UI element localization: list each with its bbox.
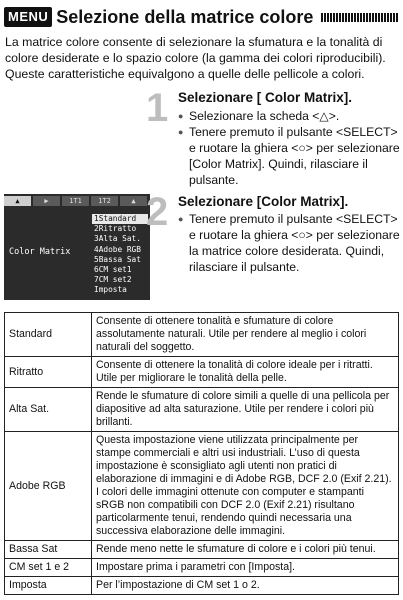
step-1-title: Selezionare [ Color Matrix]. [178, 90, 353, 105]
lcd-option-list [92, 214, 148, 296]
lcd-tab-custom: ▲ [120, 196, 147, 206]
table-key: Alta Sat. [5, 388, 92, 432]
camera-lcd-screen [4, 194, 150, 300]
lcd-option: 1Standard [92, 214, 148, 224]
intro-paragraph: La matrice colore consente di selezionare la sfumatura e la tonalità di colore desiderate e lo spazio colore (la gamma dei colori riproducibili). Queste caratteristiche equivalgono a quelle delle pellicole a colori. [5, 35, 386, 81]
color-matrix-table [4, 312, 399, 595]
table-value: Per l’impostazione di CM set 1 o 2. [92, 577, 399, 595]
table-row [5, 313, 399, 357]
table-key: CM set 1 e 2 [5, 559, 92, 577]
lcd-tab-shooting: ▲ [4, 196, 31, 206]
lcd-option: 4Adobe RGB [94, 244, 141, 254]
lcd-option: Imposta [94, 285, 127, 295]
lcd-option: 5Bassa Sat [94, 254, 141, 264]
lcd-tab-setup2: 1T2 [91, 196, 118, 206]
table-row [5, 559, 399, 577]
lcd-tab-setup1: 1T1 [62, 196, 89, 206]
step-2-number: 2 [146, 190, 169, 234]
header-rule [321, 13, 399, 22]
table-key: Bassa Sat [5, 541, 92, 559]
table-key: Ritratto [5, 357, 92, 388]
lcd-tab-bar [4, 196, 150, 207]
table-row [5, 577, 399, 595]
table-value: Rende meno nette le sfumature di colore e i colori più tenui. [92, 541, 399, 559]
table-value: Consente di ottenere tonalità e sfumature di colore assolutamente naturali. Utile per rendere al meglio i colori naturali del soggetto. [92, 313, 399, 357]
lcd-tab-playback: ▶ [33, 196, 60, 206]
page-title: Selezione della matrice colore [56, 6, 314, 27]
menu-badge: MENU [4, 7, 52, 27]
table-row [5, 432, 399, 541]
step-2-title: Selezionare [Color Matrix]. [178, 194, 349, 209]
table-key: Imposta [5, 577, 92, 595]
lcd-menu-label: Color Matrix [9, 247, 71, 257]
table-row [5, 541, 399, 559]
table-key: Adobe RGB [5, 432, 92, 541]
lcd-option: 6CM set1 [94, 264, 132, 274]
section-header [4, 6, 399, 28]
step-1-item: ● Selezionare la scheda <△>. [178, 108, 400, 124]
lcd-option: 2Ritratto [94, 224, 137, 234]
table-value: Rende le sfumature di colore simili a quelle di una pellicola per diapositive ad alta saturazione. Utile per rendere i colori più brillanti. [92, 388, 399, 432]
step-1-item: ● Tenere premuto il pulsante <SELECT> e ruotare la ghiera <○> per selezionare [Color Matrix]. Quindi, rilasciare il pulsante. [178, 124, 400, 188]
step-2-list [178, 211, 400, 275]
table-value: Impostare prima i parametri con [Imposta]. [92, 559, 399, 577]
table-row [5, 388, 399, 432]
table-key: Standard [5, 313, 92, 357]
lcd-option: 7CM set2 [94, 275, 132, 285]
lcd-option: 3Alta Sat. [94, 234, 141, 244]
table-value: Consente di ottenere la tonalità di colore ideale per i ritratti. Utile per migliorare le tonalità della pelle. [92, 357, 399, 388]
step-2-item: ● Tenere premuto il pulsante <SELECT> e ruotare la ghiera <○> per selezionare la matrice colore desiderata. Quindi, rilasciare il pulsante. [178, 211, 400, 275]
step-1-list [178, 108, 400, 188]
table-value: Questa impostazione viene utilizzata principalmente per stampe commerciali e altri usi industriali. L’uso di questa impostazione è sconsigliato agli utenti non pratici di elaborazione di immagini e di Adobe RGB, DCF 2.0 (Exif 2.21). I colori delle immagini ottenute con computer e stampanti sRGB non compatibili con DCF 2.0 (Exif 2.21) risultano particolarmente tenui, rendendo quindi necessaria una successiva elaborazione delle immagini. [92, 432, 399, 541]
table-row [5, 357, 399, 388]
step-1-number: 1 [146, 86, 169, 130]
